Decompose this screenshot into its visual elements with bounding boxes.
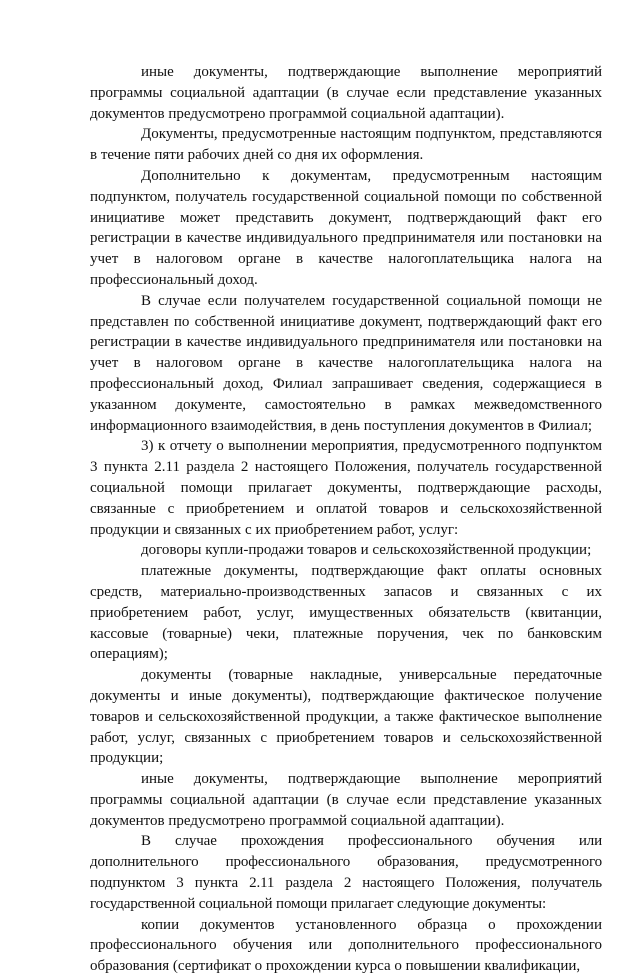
paragraph-other-documents-2: иные документы, подтверждающие выполнение мероприятий программы социальной адаптации (в случае если представление указанных документов предусмотрено программой социальной адаптации). (90, 771, 602, 829)
paragraph-submission-deadline: Документы, предусмотренные настоящим подпунктом, представляются в течение пяти рабочих дней со дня их оформления. (90, 126, 602, 164)
paragraph-purchase-contracts: договоры купли-продажи товаров и сельскохозяйственной продукции; (141, 542, 592, 559)
paragraph-delivery-documents: документы (товарные накладные, универсальные передаточные документы и иные документы), подтверждающие фактическое получение товаров и сельскохозяйственной продукции, а также фактическое выполнение работ, услуг, связанных с приобретением товаров и сельскохозяйственной продукции; (90, 667, 602, 767)
paragraph-payment-documents: платежные документы, подтверждающие факт оплаты основных средств, материально-производственных запасов и связанных с их приобретением работ, услуг, имущественных обязательств (квитанции, кассовые (товарные) чеки, платежные поручения, чек по банковским операциям); (90, 563, 602, 663)
document-page (90, 62, 602, 977)
paragraph-professional-training: В случае прохождения профессионального обучения или дополнительного профессионального образования, предусмотренного подпунктом 3 пункта 2.11 раздела 2 настоящего Положения, получатель государственной социальной помощи прилагает следующие документы: (90, 833, 602, 912)
paragraph-other-documents-1: иные документы, подтверждающие выполнение мероприятий программы социальной адаптации (в случае если представление указанных документов предусмотрено программой социальной адаптации). (90, 64, 602, 122)
paragraph-branch-request: В случае если получателем государственной социальной помощи не представлен по собственной инициативе документ, подтверждающий факт его регистрации в качестве индивидуального предпринимателя или постановки на учет в налоговом органе в качестве налогоплательщика налога на профессиональный доход, Филиал запрашивает сведения, содержащиеся в указанном документе, самостоятельно в рамках межведомственного информационного взаимодействия, в день поступления документов в Филиал; (90, 292, 602, 434)
paragraph-certificate-copies: копии документов установленного образца о прохождении профессионального обучения или дополнительного профессионального образования (сертификат о прохождении курса о повышении квалификации, (90, 916, 602, 975)
paragraph-additional-documents: Дополнительно к документам, предусмотренным настоящим подпунктом, получатель государственной социальной помощи по собственной инициативе может представить документ, подтверждающий факт его регистрации в качестве индивидуального предпринимателя или постановки на учет в налоговом органе в качестве налогоплательщика налога на профессиональный доход. (90, 167, 602, 288)
paragraph-item-3-report: 3) к отчету о выполнении мероприятия, предусмотренного подпунктом 3 пункта 2.11 раздела 2 настоящего Положения, получатель государственной социальной помощи прилагает документы, подтверждающие расходы, связанные с приобретением и оплатой товаров и сельскохозяйственной продукции и связанных с их приобретением работ, услуг: (90, 438, 602, 538)
